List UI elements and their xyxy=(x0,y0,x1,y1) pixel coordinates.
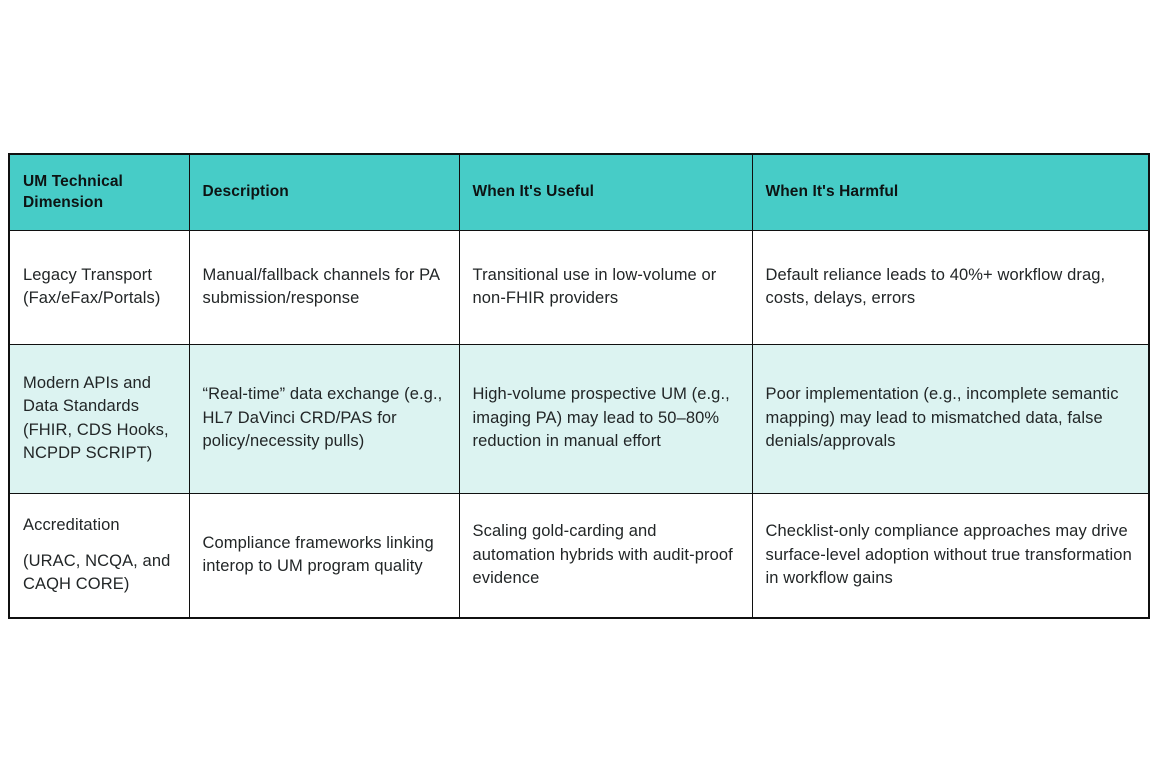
cell-useful: High-volume prospective UM (e.g., imaging PA) may lead to 50–80% reduction in manual effort xyxy=(459,344,752,493)
cell-harmful: Poor implementation (e.g., incomplete semantic mapping) may lead to mismatched data, false denials/approvals xyxy=(752,344,1149,493)
um-comparison-table-container xyxy=(8,153,1150,619)
table-row-modern-apis xyxy=(9,344,1149,493)
cell-dimension xyxy=(9,493,189,618)
header-cell-description: Description xyxy=(189,154,459,230)
table-row-accreditation xyxy=(9,493,1149,618)
cell-description: Compliance frameworks linking interop to UM program quality xyxy=(189,493,459,618)
cell-dimension: Modern APIs and Data Standards (FHIR, CDS Hooks, NCPDP SCRIPT) xyxy=(9,344,189,493)
header-cell-dimension: UM Technical Dimension xyxy=(9,154,189,230)
table-row-legacy-transport xyxy=(9,230,1149,344)
cell-useful: Scaling gold-carding and automation hybrids with audit-proof evidence xyxy=(459,493,752,618)
accreditation-label: Accreditation xyxy=(23,515,120,534)
cell-dimension: Legacy Transport (Fax/eFax/Portals) xyxy=(9,230,189,344)
cell-description: “Real-time” data exchange (e.g., HL7 DaVinci CRD/PAS for policy/necessity pulls) xyxy=(189,344,459,493)
header-cell-harmful: When It's Harmful xyxy=(752,154,1149,230)
cell-harmful: Default reliance leads to 40%+ workflow drag, costs, delays, errors xyxy=(752,230,1149,344)
table-header-row xyxy=(9,154,1149,230)
accreditation-orgs-label: (URAC, NCQA, and CAQH CORE) xyxy=(23,552,171,594)
header-cell-useful: When It's Useful xyxy=(459,154,752,230)
cell-harmful: Checklist-only compliance approaches may drive surface-level adoption without true transformation in workflow gains xyxy=(752,493,1149,618)
cell-useful: Transitional use in low-volume or non-FHIR providers xyxy=(459,230,752,344)
cell-description: Manual/fallback channels for PA submission/response xyxy=(189,230,459,344)
um-comparison-table xyxy=(8,153,1150,619)
